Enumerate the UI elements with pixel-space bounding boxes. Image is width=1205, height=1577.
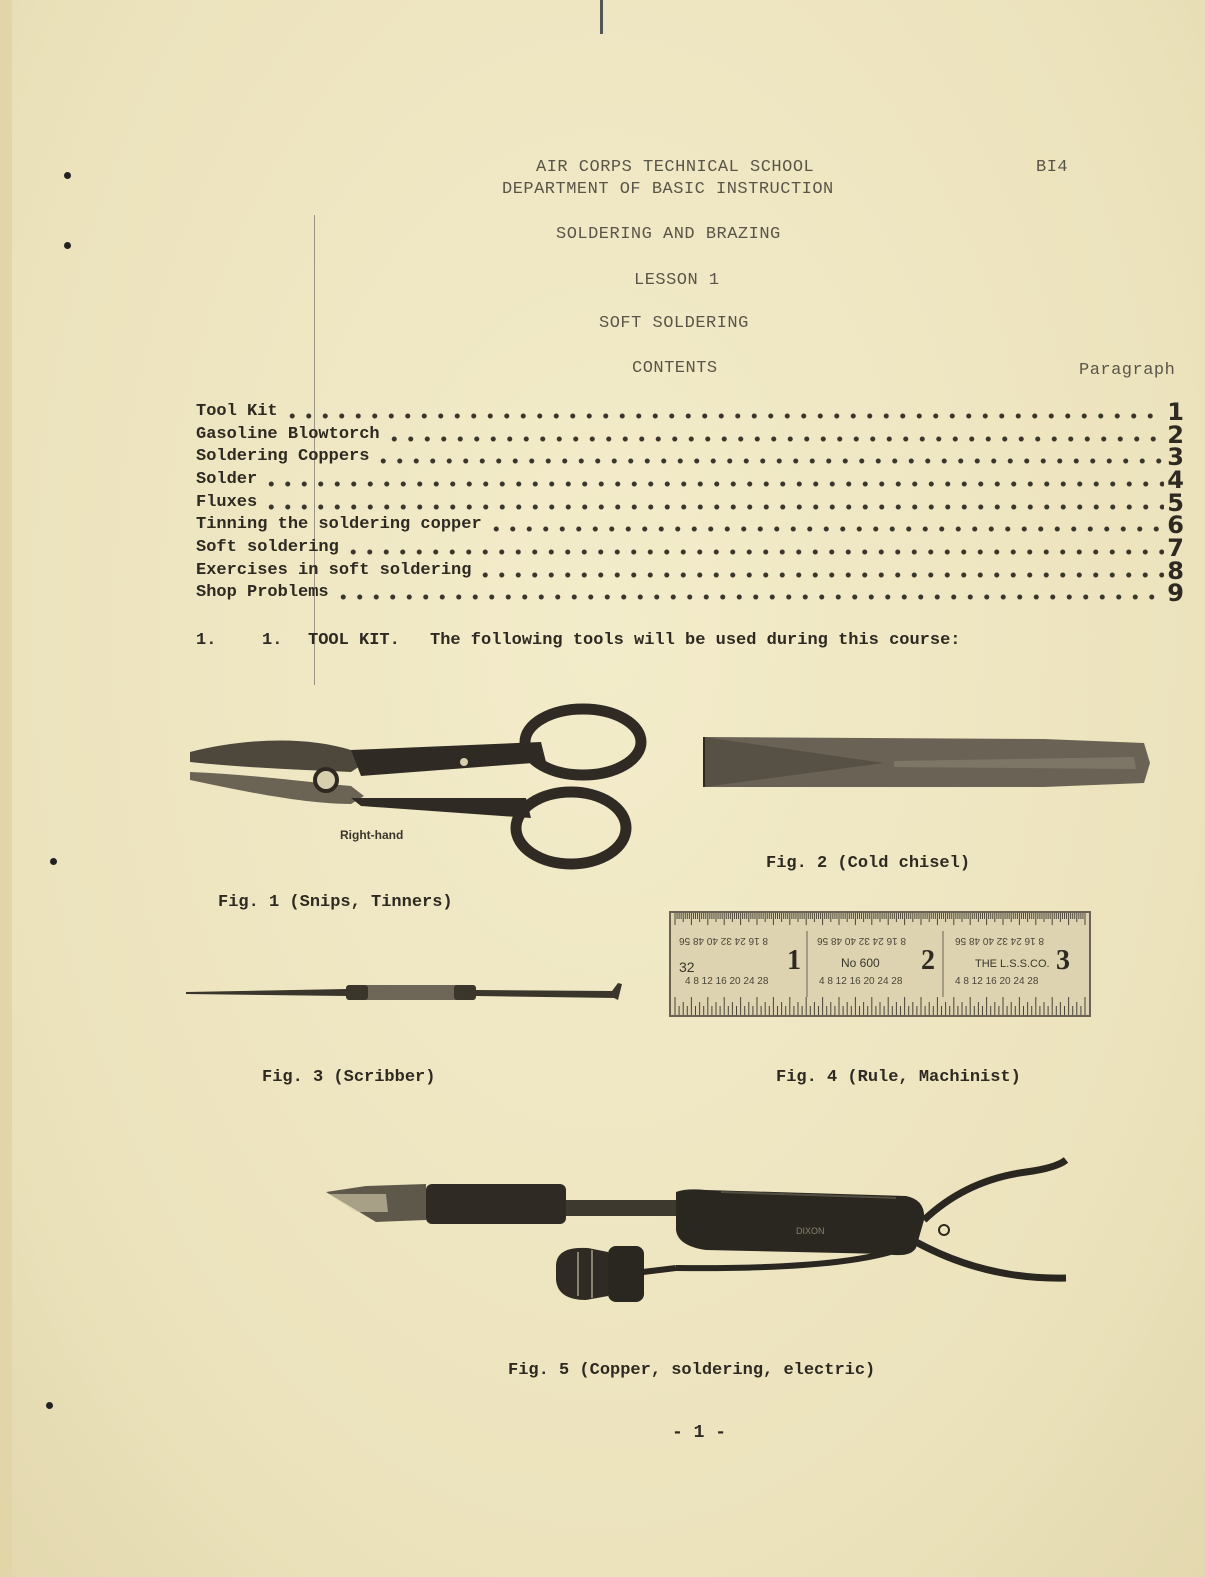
toc-entry xyxy=(196,398,1184,426)
binder-hole xyxy=(64,242,71,249)
toc-entry-label: Solder xyxy=(196,470,258,489)
toc-entry-paragraph-number: 2 xyxy=(1167,421,1184,449)
topic-title: SOFT SOLDERING xyxy=(599,314,749,333)
section-inner-number: 1. xyxy=(262,631,283,650)
electric-soldering-copper-illustration xyxy=(326,1150,1071,1310)
subject-title: SOLDERING AND BRAZING xyxy=(556,225,781,244)
toc-entry-paragraph-number: 5 xyxy=(1167,489,1184,517)
scriber-illustration xyxy=(186,978,626,1012)
fig4-caption: Fig. 4 (Rule, Machinist) xyxy=(776,1068,1021,1087)
fig1-caption: Fig. 1 (Snips, Tinners) xyxy=(218,893,453,912)
fig5-caption: Fig. 5 (Copper, soldering, electric) xyxy=(508,1361,876,1380)
toc-entry xyxy=(196,579,1184,607)
toc-entry-label: Soldering Coppers xyxy=(196,447,370,466)
toc-entry xyxy=(196,489,1184,517)
toc-entry-paragraph-number: 8 xyxy=(1167,557,1184,585)
rule-top-scale-3: 8 16 24 32 40 48 56 xyxy=(955,935,1044,946)
fig2-caption: Fig. 2 (Cold chisel) xyxy=(766,854,971,873)
toc-entry-label: Tinning the soldering copper xyxy=(196,515,482,534)
department-name: DEPARTMENT OF BASIC INSTRUCTION xyxy=(502,180,834,199)
toc-leader-dots xyxy=(488,526,1164,532)
toc-entry-label: Exercises in soft soldering xyxy=(196,561,472,580)
toc-leader-dots xyxy=(335,594,1164,600)
machinist-rule xyxy=(669,911,1091,1017)
rule-top-scale-1: 8 16 24 32 40 48 56 xyxy=(679,935,768,946)
toc-entry-paragraph-number: 3 xyxy=(1167,443,1184,471)
toc-entry xyxy=(196,557,1184,585)
rule-inch-1: 1 xyxy=(787,945,801,976)
paragraph-heading: Paragraph xyxy=(1079,361,1176,380)
toc-leader-dots xyxy=(263,504,1164,510)
rule-bottom-scale-3: 4 8 12 16 20 24 28 xyxy=(955,976,1039,987)
toc-entry xyxy=(196,443,1184,471)
toc-entry-paragraph-number: 4 xyxy=(1167,466,1184,494)
toc-leader-dots xyxy=(477,572,1164,578)
toc-entry-paragraph-number: 1 xyxy=(1167,398,1184,426)
rule-inch-3: 3 xyxy=(1056,945,1070,976)
rule-maker: THE L.S.S.CO. xyxy=(975,958,1050,970)
copper-brand: DIXON xyxy=(796,1226,825,1236)
contents-heading: CONTENTS xyxy=(632,359,718,378)
snips-illustration xyxy=(186,700,656,875)
rule-model: No 600 xyxy=(841,956,880,970)
staple-mark xyxy=(600,0,603,34)
toc-leader-dots xyxy=(284,413,1164,419)
rule-inch-2: 2 xyxy=(921,945,935,976)
fig3-caption: Fig. 3 (Scribber) xyxy=(262,1068,436,1087)
toc-leader-dots xyxy=(386,436,1164,442)
document-code: BI4 xyxy=(1036,158,1069,177)
toc-entry-label: Gasoline Blowtorch xyxy=(196,425,380,444)
rule-left-mark: 32 xyxy=(679,959,695,975)
toc-leader-dots xyxy=(263,481,1164,487)
binder-hole xyxy=(46,1402,53,1409)
binder-hole xyxy=(50,858,57,865)
lesson-title: LESSON 1 xyxy=(634,271,720,290)
toc-entry-label: Soft soldering xyxy=(196,538,339,557)
toc-entry xyxy=(196,511,1184,539)
toc-entry-label: Fluxes xyxy=(196,493,258,512)
toc-entry xyxy=(196,534,1184,562)
toc-entry-paragraph-number: 9 xyxy=(1167,579,1184,607)
page-number: - 1 - xyxy=(672,1423,727,1443)
toc-entry-label: Shop Problems xyxy=(196,583,329,602)
toc-leader-dots xyxy=(345,549,1164,555)
cold-chisel-illustration xyxy=(704,733,1154,793)
section-intro: The following tools will be used during this course: xyxy=(430,631,961,650)
toc-entry xyxy=(196,421,1184,449)
section-title: TOOL KIT. xyxy=(308,631,400,650)
toc-entry xyxy=(196,466,1184,494)
toc-entry-label: Tool Kit xyxy=(196,402,278,421)
toc-entry-paragraph-number: 7 xyxy=(1167,534,1184,562)
page-edge xyxy=(0,0,12,1577)
rule-top-scale-2: 8 16 24 32 40 48 56 xyxy=(817,935,906,946)
section-outer-number: 1. xyxy=(196,631,217,650)
snips-label: Right-hand xyxy=(340,828,404,842)
toc-entry-paragraph-number: 6 xyxy=(1167,511,1184,539)
school-name: AIR CORPS TECHNICAL SCHOOL xyxy=(536,158,815,177)
rule-bottom-scale-1: 4 8 12 16 20 24 28 xyxy=(685,976,769,987)
binder-hole xyxy=(64,172,71,179)
toc-leader-dots xyxy=(375,458,1164,464)
rule-bottom-scale-2: 4 8 12 16 20 24 28 xyxy=(819,976,903,987)
